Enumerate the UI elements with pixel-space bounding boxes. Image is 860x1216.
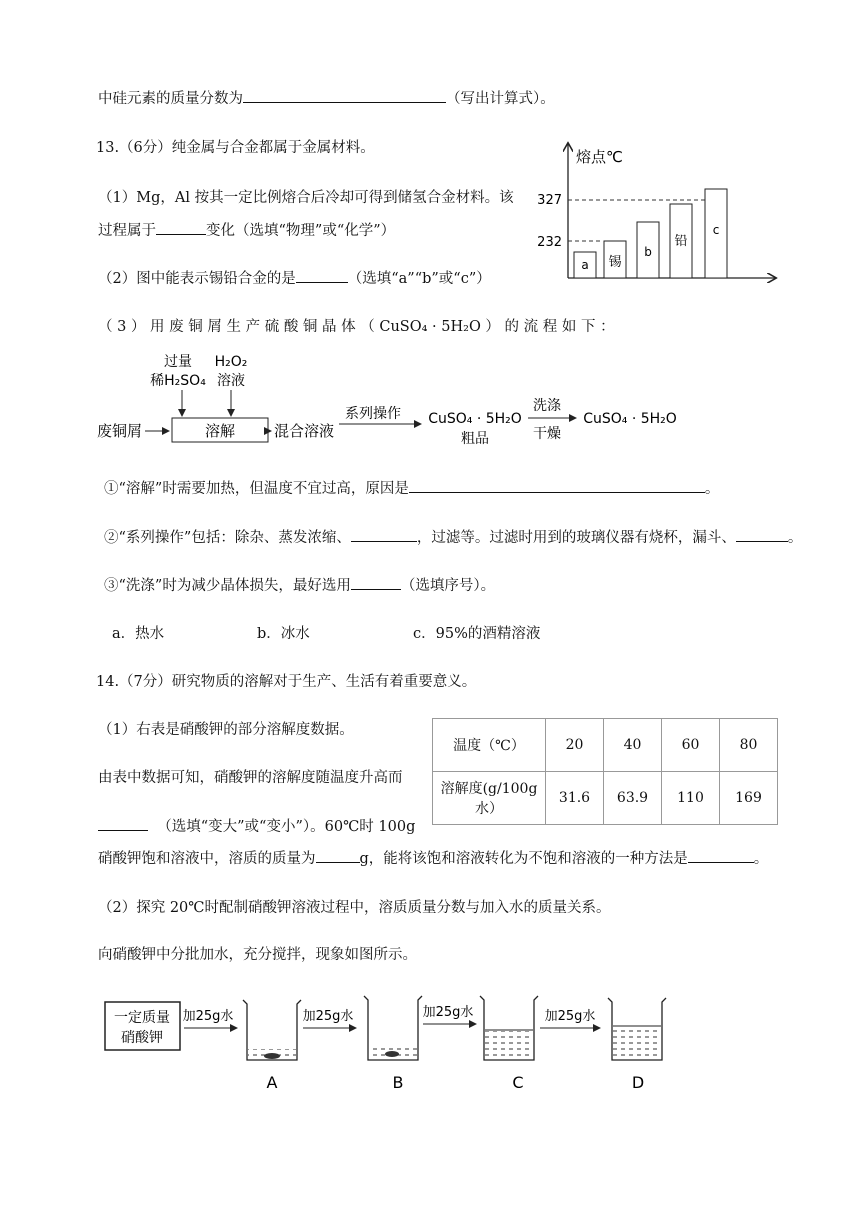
svg-text:稀H₂SO₄: 稀H₂SO₄: [150, 373, 206, 389]
svg-text:加25g水: 加25g水: [302, 1009, 354, 1024]
svg-text:A: A: [266, 1073, 278, 1092]
svg-text:b: b: [644, 245, 652, 259]
table-row: 温度（℃） 20 40 60 80: [433, 719, 778, 772]
flow-start: 废铜屑: [97, 422, 143, 440]
answer-blank: [296, 268, 348, 283]
svg-text:c: c: [712, 223, 720, 237]
option-a: a．热水: [112, 626, 165, 642]
svg-text:a: a: [581, 258, 589, 272]
flow-mixed-solution: 混合溶液: [274, 422, 335, 440]
q14-part2: （2）探究 20℃时配制硝酸钾溶液过程中，溶质质量分数与加入水的质量关系。: [98, 900, 611, 916]
q12-tail-line: 中硅元素的质量分数为 （写出计算式）。: [98, 88, 555, 109]
option-c: c．95%的酒精溶液: [413, 626, 541, 642]
svg-text:过量: 过量: [164, 354, 192, 370]
svg-text:溶液: 溶液: [217, 373, 245, 389]
tick-232: 232: [537, 235, 562, 250]
answer-blank: [688, 848, 754, 863]
answer-blank: [409, 478, 705, 493]
answer-blank: [351, 527, 417, 542]
q13-title: 13.（6分）纯金属与合金都属于金属材料。: [96, 140, 375, 156]
answer-blank: [156, 220, 206, 235]
q13-sub3: ③“洗涤”时为减少晶体损失，最好选用 （选填序号）。: [104, 575, 495, 596]
q13-sub1: ①“溶解”时需要加热，但温度不宜过高，原因是 。: [104, 478, 719, 499]
beaker-a: [243, 1000, 301, 1060]
option-b: b．冰水: [257, 626, 310, 642]
svg-text:B: B: [392, 1073, 404, 1092]
q13-part3-intro: （ 3 ） 用 废 铜 屑 生 产 硫 酸 铜 晶 体 （ CuSO₄ · 5H₂O ） 的 流 程 如 下 ：: [98, 319, 615, 335]
svg-text:溶解: 溶解: [204, 422, 236, 440]
table-row: 溶解度(g/100g 水） 31.6 63.9 110 169: [433, 772, 778, 825]
svg-text:锡: 锡: [608, 255, 622, 270]
beaker-b: [364, 996, 422, 1060]
svg-text:D: D: [631, 1073, 645, 1092]
answer-blank: [316, 848, 360, 863]
q13-part1-line1: （1）Mg，Al 按其一定比例熔合后冷却可得到储氢合金材料。该: [98, 190, 514, 206]
q14-line2: 由表中数据可知，硝酸钾的溶解度随温度升高而: [98, 770, 403, 786]
svg-text:一定质量: 一定质量: [114, 1010, 170, 1026]
svg-text:C: C: [512, 1073, 524, 1092]
solubility-table: [432, 718, 778, 825]
svg-text:加25g水: 加25g水: [544, 1009, 596, 1024]
answer-blank: [243, 88, 446, 103]
svg-text:铅: 铅: [674, 234, 688, 249]
q14-part1: （1）右表是硝酸钾的部分溶解度数据。: [98, 722, 354, 738]
flow-final: CuSO₄ · 5H₂O: [583, 411, 677, 427]
svg-text:硝酸钾: 硝酸钾: [121, 1030, 163, 1046]
answer-blank: [98, 816, 148, 831]
flow-wash: 洗涤: [533, 398, 561, 414]
beaker-c: [480, 996, 538, 1060]
svg-text:H₂O₂: H₂O₂: [214, 354, 248, 370]
flow-dry: 干燥: [533, 426, 561, 442]
melting-point-chart: [530, 138, 785, 288]
tick-327: 327: [537, 193, 562, 208]
q13-sub2: ②“系列操作”包括：除杂、蒸发浓缩、 ，过滤等。过滤时用到的玻璃仪器有烧杯，漏斗、 。: [104, 527, 802, 548]
flow-crude: CuSO₄ · 5H₂O: [428, 411, 522, 427]
flow-series-op: 系列操作: [345, 406, 401, 422]
q13-part1-line2: 过程属于 变化（选填“物理”或“化学”）: [98, 220, 395, 241]
y-axis-label: 熔点℃: [576, 148, 623, 166]
q14-line4: 硝酸钾饱和溶液中，溶质的质量为 g，能将该饱和溶液转化为不饱和溶液的一种方法是 。: [98, 848, 768, 869]
flow-diagram: [95, 348, 695, 453]
answer-blank: [351, 575, 401, 590]
svg-text:加25g水: 加25g水: [182, 1009, 234, 1024]
svg-text:加25g水: 加25g水: [422, 1005, 474, 1020]
q14-part2-desc: 向硝酸钾中分批加水，充分搅拌，现象如图所示。: [98, 947, 417, 963]
q14-title: 14.（7分）研究物质的溶解对于生产、生活有着重要意义。: [96, 674, 477, 690]
q14-line3: （选填“变大”或“变小”）。60℃时 100g: [98, 816, 415, 837]
svg-text:粗品: 粗品: [461, 431, 489, 447]
beaker-diagram: [100, 992, 680, 1092]
answer-blank: [736, 527, 788, 542]
q13-part2: （2）图中能表示锡铅合金的是 （选填“a”“b”或“c”）: [98, 268, 491, 289]
beaker-d: [608, 998, 666, 1060]
